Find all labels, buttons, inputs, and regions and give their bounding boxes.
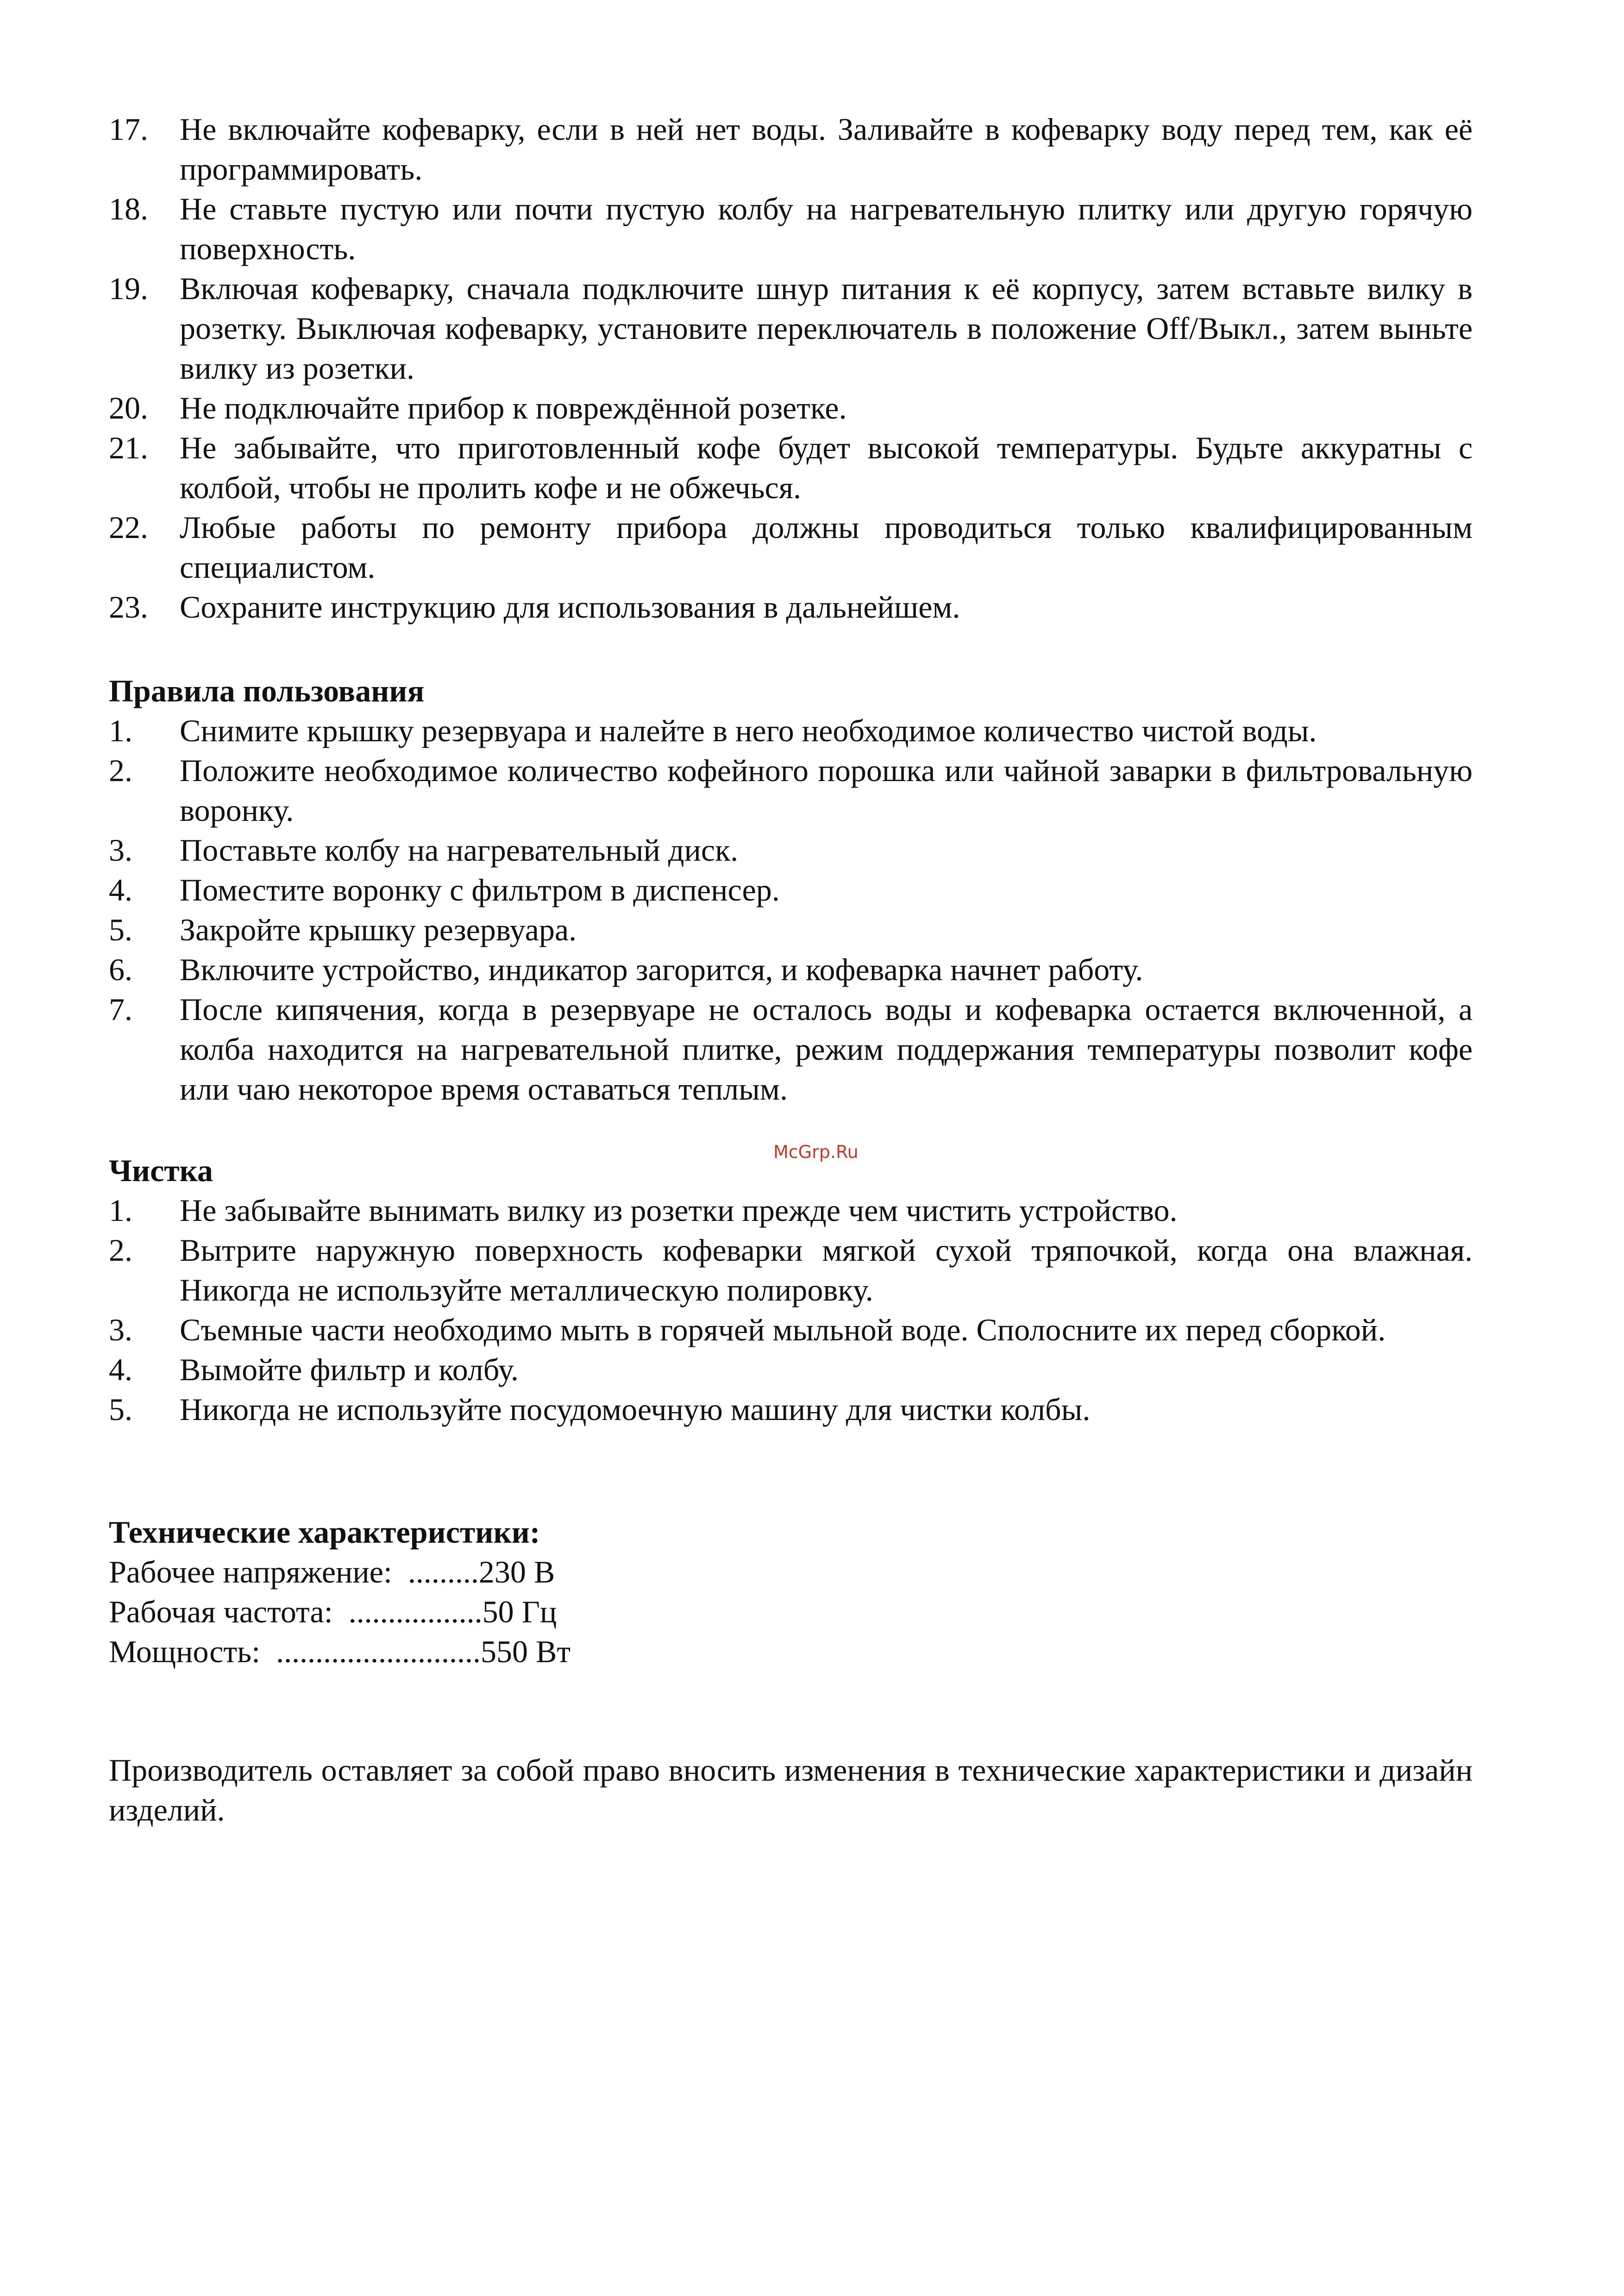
item-number: 1. <box>109 1193 132 1228</box>
item-number: 17. <box>109 112 148 147</box>
list-item <box>109 711 1473 751</box>
list-item <box>109 989 1473 1109</box>
item-text: Закройте крышку резервуара. <box>180 912 577 947</box>
item-number: 4. <box>109 872 132 907</box>
item-text: После кипячения, когда в резервуаре не осталось воды и кофеварка остается включенной, а колба находится на нагревательной плитке, режим поддержания температуры позволит кофе или чаю некоторое время оставаться теплым. <box>180 992 1473 1107</box>
item-number: 2. <box>109 753 132 788</box>
item-text: Не забывайте вынимать вилку из розетки прежде чем чистить устройство. <box>180 1193 1178 1228</box>
item-number: 3. <box>109 1312 132 1347</box>
item-number: 7. <box>109 992 132 1027</box>
item-number: 3. <box>109 832 132 868</box>
spec-line-power: Мощность: ..........................550 Вт <box>109 1634 571 1669</box>
item-number: 5. <box>109 912 132 947</box>
spec-line-frequency: Рабочая частота: .................50 Гц <box>109 1594 557 1629</box>
list-item <box>109 1350 1473 1389</box>
list-item <box>109 428 1473 507</box>
item-number: 4. <box>109 1352 132 1387</box>
list-item <box>109 950 1473 989</box>
safety-list <box>109 109 1473 627</box>
cleaning-section <box>109 1151 1473 1429</box>
list-item <box>109 830 1473 870</box>
manufacturer-note-block <box>109 1750 1473 1830</box>
item-number: 6. <box>109 952 132 987</box>
spec-line-voltage: Рабочее напряжение: .........230 В <box>109 1554 555 1589</box>
item-text: Никогда не используйте посудомоечную машину для чистки колбы. <box>180 1392 1091 1427</box>
item-text: Съемные части необходимо мыть в горячей мыльной воде. Сполосните их перед сборкой. <box>180 1312 1386 1347</box>
manufacturer-note: Производитель оставляет за собой право вносить изменения в технические характеристики и дизайн изделий. <box>109 1752 1473 1827</box>
list-item <box>109 870 1473 910</box>
item-number: 18. <box>109 191 148 226</box>
item-number: 22. <box>109 510 148 545</box>
list-item <box>109 910 1473 950</box>
list-item <box>109 1310 1473 1350</box>
item-text: Снимите крышку резервуара и налейте в него необходимое количество чистой воды. <box>180 713 1317 748</box>
item-number: 5. <box>109 1392 132 1427</box>
item-text: Поставьте колбу на нагревательный диск. <box>180 832 739 868</box>
item-text: Не подключайте прибор к повреждённой розетке. <box>180 390 847 425</box>
list-item <box>109 109 1473 189</box>
section-heading-specs: Технические характеристики: <box>109 1514 540 1550</box>
item-text: Не включайте кофеварку, если в ней нет воды. Заливайте в кофеварку воду перед тем, как её программировать. <box>180 112 1473 187</box>
item-text: Вымойте фильтр и колбу. <box>180 1352 519 1387</box>
item-number: 21. <box>109 430 148 465</box>
list-item <box>109 1389 1473 1429</box>
item-text: Не забывайте, что приготовленный кофе будет высокой температуры. Будьте аккуратны с колбой, чтобы не пролить кофе и не обжечься. <box>180 430 1473 505</box>
item-text: Любые работы по ремонту прибора должны проводиться только квалифицированным специалистом. <box>180 510 1473 585</box>
item-text: Включите устройство, индикатор загорится, и кофеварка начнет работу. <box>180 952 1143 987</box>
item-text: Поместите воронку с фильтром в диспенсер. <box>180 872 780 907</box>
section-heading-cleaning: Чистка <box>109 1153 213 1188</box>
list-item <box>109 751 1473 830</box>
list-item <box>109 1190 1473 1230</box>
item-number: 19. <box>109 271 148 306</box>
list-item <box>109 388 1473 428</box>
list-item <box>109 587 1473 627</box>
list-item <box>109 507 1473 587</box>
item-text: Не ставьте пустую или почти пустую колбу на нагревательную плитку или другую горячую поверхность. <box>180 191 1473 266</box>
item-number: 20. <box>109 390 148 425</box>
section-heading-usage: Правила пользования <box>109 673 425 708</box>
item-number: 1. <box>109 713 132 748</box>
list-item <box>109 269 1473 388</box>
watermark-text: McGrp.Ru <box>773 1142 859 1162</box>
item-text: Сохраните инструкцию для использования в дальнейшем. <box>180 589 960 625</box>
item-text: Вытрите наружную поверхность кофеварки мягкой сухой тряпочкой, когда она влажная. Никогда не используйте металлическую полировку. <box>180 1232 1473 1308</box>
item-number: 2. <box>109 1232 132 1268</box>
specs-section <box>109 1512 1473 1671</box>
usage-section <box>109 671 1473 1109</box>
list-item <box>109 189 1473 269</box>
item-text: Положите необходимое количество кофейного порошка или чайной заварки в фильтровальную воронку. <box>180 753 1473 828</box>
item-number: 23. <box>109 589 148 625</box>
item-text: Включая кофеварку, сначала подключите шнур питания к её корпусу, затем вставьте вилку в розетку. Выключая кофеварку, установите переключатель в положение Off/Выкл., затем выньте вилку из розетки. <box>180 271 1473 386</box>
list-item <box>109 1230 1473 1310</box>
